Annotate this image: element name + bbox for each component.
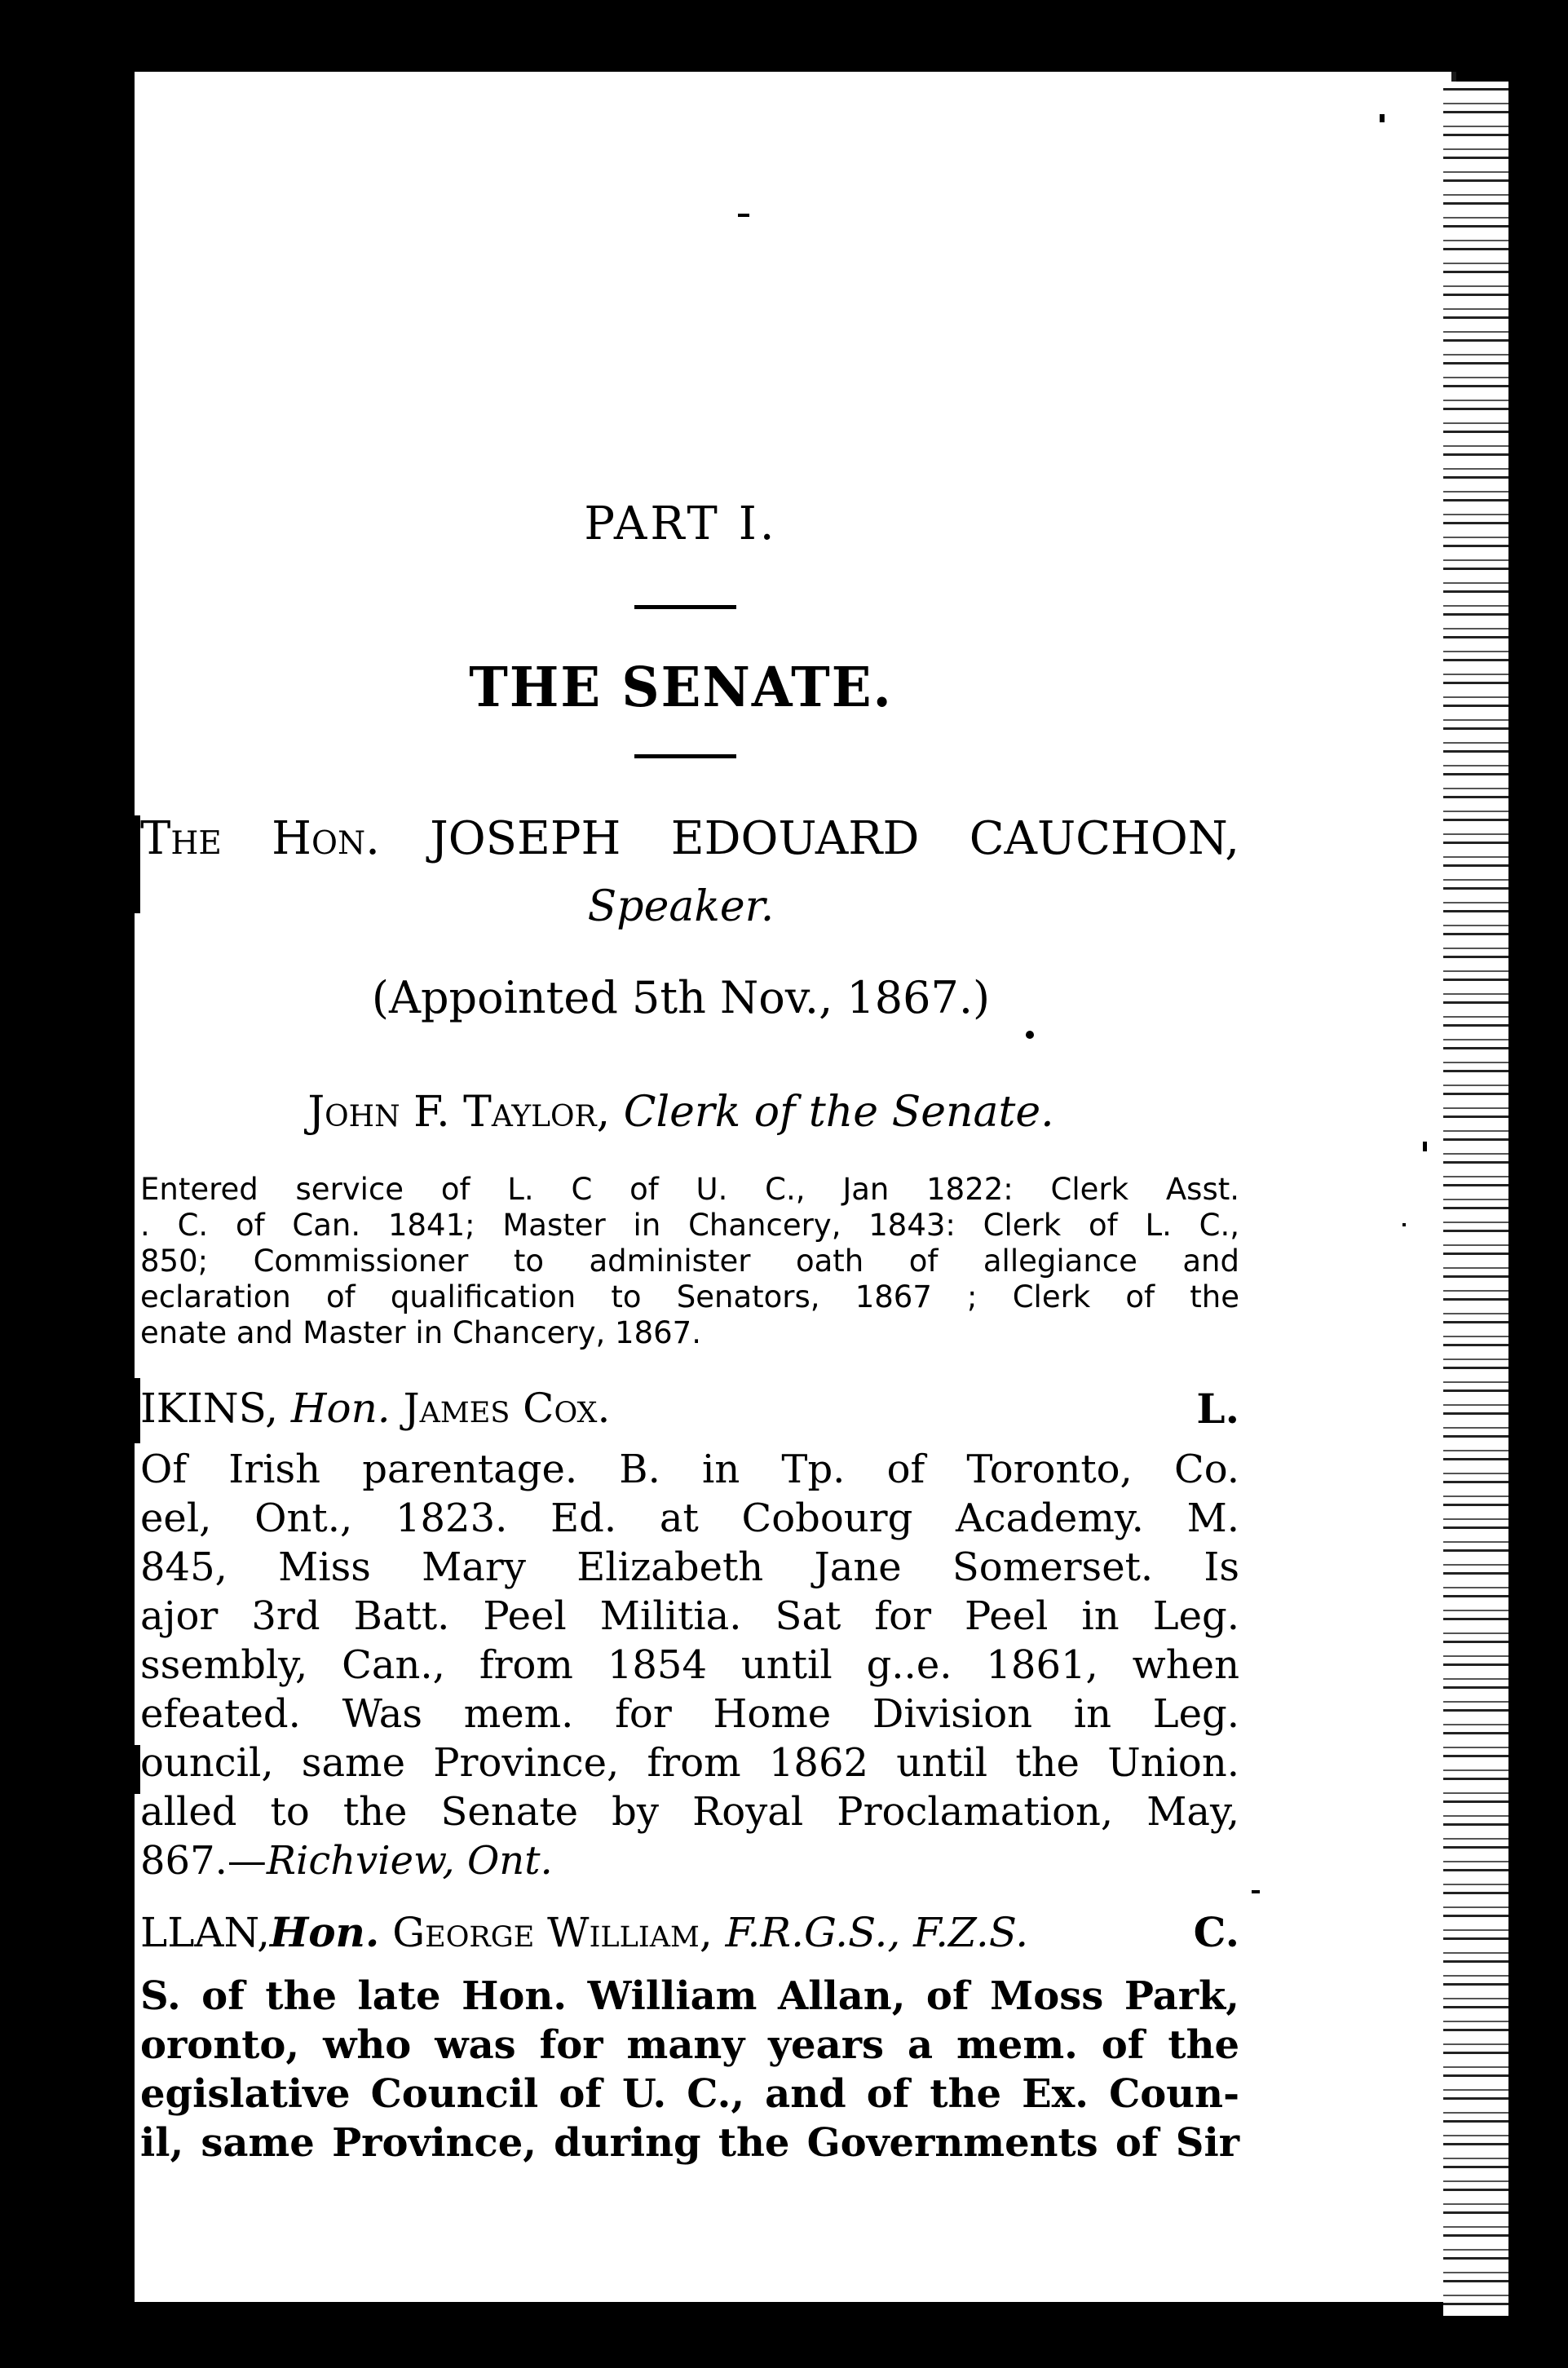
bio-line: efeated. Was mem. for Home Division in Leg.: [140, 1691, 1239, 1737]
bio-line: eclaration of qualification to Senators, 1867 ; Clerk of the: [140, 1279, 1239, 1314]
senator-entry-heading: [140, 1908, 1239, 1956]
scan-border-right: [1508, 49, 1568, 2368]
bio-line: enate and Master in Chancery, 1867.: [140, 1315, 701, 1350]
bio-line: egislative Council of U. C., and of the Ex. Coun-: [140, 2071, 1239, 2117]
senator-honorific: Hon.: [290, 1385, 391, 1432]
scan-speck: [1423, 1142, 1427, 1151]
bio-line: S. of the late Hon. William Allan, of Moss Park,: [140, 1973, 1239, 2019]
speaker-role: Speaker.: [587, 882, 775, 931]
senator-entry-heading: [140, 1385, 1239, 1432]
senator-titles: F.R.G.S., F.Z.S.: [725, 1909, 1029, 1956]
ink-blot: [1026, 1031, 1034, 1039]
speaker-prefix: The Hon.: [140, 812, 380, 865]
senator-surname: LLAN,: [140, 1909, 270, 1956]
part-title: PART I.: [584, 497, 778, 550]
senator-honorific: Hon.: [269, 1908, 380, 1956]
senator-biography: [140, 1445, 1239, 1885]
clerk-heading: [122, 1088, 1239, 1137]
binding-speck: [122, 1378, 140, 1443]
scan-speck: [1380, 114, 1385, 122]
bio-line: . C. of Can. 1841; Master in Chancery, 1843: Clerk of L. C.,: [140, 1208, 1239, 1243]
scan-speck: [1252, 1890, 1260, 1893]
bio-line: Entered service of L. C of U. C., Jan 1822: Clerk Asst.: [140, 1172, 1239, 1207]
section-title: THE SENATE.: [469, 656, 893, 720]
clerk-biography: [140, 1172, 1239, 1351]
senator-party: L.: [1196, 1385, 1239, 1433]
bio-line: oronto, who was for many years a mem. of the: [140, 2022, 1239, 2068]
bio-line-prefix: 867.—: [140, 1838, 267, 1884]
bio-line: Of Irish parentage. B. in Tp. of Toronto, Co.: [140, 1447, 1239, 1492]
bio-line: 850; Commissioner to administer oath of allegiance and: [140, 1244, 1239, 1279]
senator-given-name: George William,: [392, 1909, 713, 1956]
binding-speck: [122, 1745, 140, 1794]
speaker-heading: [140, 812, 1239, 865]
page-binding-shadow: [0, 49, 135, 2324]
bio-line: 845, Miss Mary Elizabeth Jane Somerset. Is: [140, 1544, 1239, 1590]
bio-line: ajor 3rd Batt. Peel Militia. Sat for Peel in Leg.: [140, 1593, 1239, 1639]
speaker-appointed: (Appointed 5th Nov., 1867.): [371, 972, 991, 1023]
scan-speck: [738, 214, 749, 217]
senator-party: C.: [1193, 1908, 1239, 1956]
divider-rule: [634, 754, 736, 758]
senator-given-name: James Cox.: [403, 1385, 611, 1432]
scan-speck: [1402, 1223, 1406, 1226]
bio-line: il, same Province, during the Governments of Sir: [140, 2120, 1239, 2166]
residence: Richview, Ont.: [266, 1838, 553, 1884]
speaker-name: JOSEPH EDOUARD CAUCHON,: [430, 812, 1239, 865]
bio-line: ssembly, Can., from 1854 until g..e. 1861, when: [140, 1642, 1239, 1688]
clerk-role: Clerk of the Senate.: [623, 1088, 1054, 1137]
bio-line: [140, 1836, 1239, 1885]
divider-rule: [634, 605, 736, 609]
bio-line: ouncil, same Province, from 1862 until the Union.: [140, 1740, 1239, 1786]
clerk-name: John F. Taylor,: [307, 1088, 611, 1137]
bio-line: eel, Ont., 1823. Ed. at Cobourg Academy. M.: [140, 1495, 1239, 1541]
senator-surname: IKINS,: [140, 1385, 278, 1432]
senator-biography: [140, 1972, 1239, 2167]
bio-line: alled to the Senate by Royal Proclamation, May,: [140, 1789, 1239, 1835]
